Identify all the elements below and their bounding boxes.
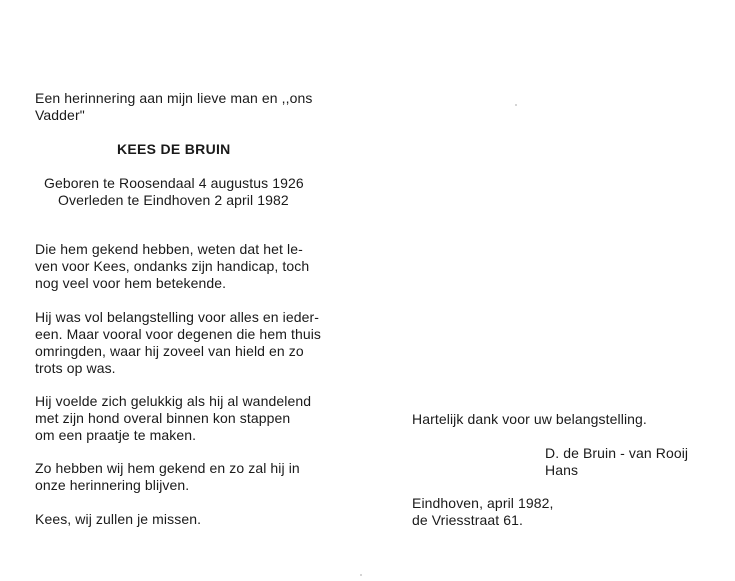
signatory-1: D. de Bruin - van Rooij [545,445,689,461]
paragraph-3-line-1: Hij voelde zich gelukkig als hij al wandelend [35,393,312,409]
paragraph-3-line-2: met zijn hond overal binnen kon stappen [35,410,291,426]
paragraph-2-line-4: trots op was. [35,360,116,376]
thanks-line: Hartelijk dank voor uw belangstelling. [412,411,647,427]
paragraph-4-line-2: onze herinnering blijven. [35,477,190,493]
place-date-line: Eindhoven, april 1982, [412,495,554,511]
intro-line-1: Een herinnering aan mijn lieve man en ,,ons [35,90,313,106]
birth-line: Geboren te Roosendaal 4 augustus 1926 [44,175,304,191]
signatory-2: Hans [545,462,579,478]
paragraph-2-line-1: Hij was vol belangstelling voor alles en ieder- [35,309,320,325]
print-speck [360,574,362,576]
paragraph-1-line-2: ven voor Kees, ondanks zijn handicap, toch [35,258,310,274]
paragraph-3-line-3: om een praatje te maken. [35,427,197,443]
paragraph-4-line-1: Zo hebben wij hem gekend en zo zal hij in [35,460,300,476]
print-speck [515,104,517,106]
deceased-name: KEES DE BRUIN [117,141,231,157]
paragraph-1-line-1: Die hem gekend hebben, weten dat het le- [35,241,303,257]
intro-line-2: Vadder" [35,107,85,123]
paragraph-2-line-3: omringden, waar hij zoveel van hield en zo [35,343,304,359]
paragraph-5-line-1: Kees, wij zullen je missen. [35,511,202,527]
death-line: Overleden te Eindhoven 2 april 1982 [58,192,289,208]
paragraph-1-line-3: nog veel voor hem betekende. [35,275,227,291]
address-line: de Vriesstraat 61. [412,512,524,528]
paragraph-2-line-2: een. Maar vooral voor degenen die hem thuis [35,326,322,342]
